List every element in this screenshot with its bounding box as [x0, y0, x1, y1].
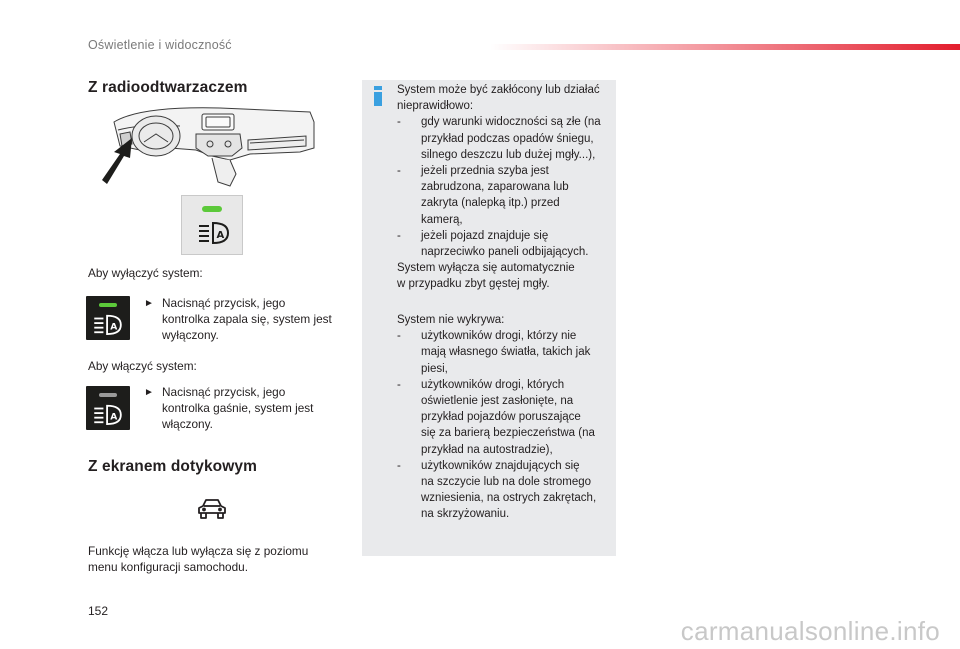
list-item: - gdy warunki widoczności są złe (na przykład podczas opadów śniegu, silnego deszczu lub dużej mgły...), — [397, 116, 601, 161]
heading-touchscreen: Z ekranem dotykowym — [88, 458, 258, 475]
auto-high-beam-icon — [93, 313, 123, 335]
button-icon-led-off — [86, 386, 130, 430]
list-item: - użytkowników drogi, których oświetlenie jest zasłonięte, na przykład pojazdów poruszające się za barierą bezpieczeństwa (na przykład na autostradzie), — [397, 378, 595, 456]
auto-high-beam-icon — [198, 220, 230, 244]
turn-off-step: ► Nacisnąć przycisk, jego kontrolka zapala się, system jest wyłączony. — [144, 296, 332, 342]
svg-text:A: A — [216, 230, 225, 241]
info-icon — [374, 86, 382, 106]
section-title: Oświetlenie i widoczność — [88, 38, 232, 52]
svg-text:A: A — [110, 411, 118, 423]
turn-on-step: ► Nacisnąć przycisk, jego kontrolka gaśnie, system jest włączony. — [144, 385, 314, 431]
svg-text:A: A — [110, 321, 118, 333]
led-off-icon — [99, 393, 117, 397]
led-indicator-icon — [202, 206, 222, 212]
car-menu-icon — [196, 497, 228, 521]
info-paragraph-2: System nie wykrywa: - użytkowników drogi, którzy nie mają własnego światła, takich jak piesi, - użytkowników drogi, których oświetlenie jest zasłonięte, na przykład pojazdów poruszające się za barierą bezpieczeństwa (na przykład na autostradzie), - użytkowników znajdujących się na szczycie lub na dole stromego wzniesienia, na ostrych zakrętach, na skrzyżowaniu. — [397, 312, 596, 523]
list-item: - jeżeli przednia szyba jest zabrudzona, zaparowana lub zakryta (nalepką itp.) przed kamerą, — [397, 165, 569, 226]
touchscreen-text: Funkcję włącza lub wyłącza się z poziomu menu konfiguracji samochodu. — [88, 544, 309, 574]
watermark: carmanualsonline.info — [680, 616, 940, 646]
auto-high-beam-icon — [93, 403, 123, 425]
arrow-bullet-icon: ► — [144, 387, 154, 398]
arrow-bullet-icon: ► — [144, 298, 154, 309]
turn-off-intro: Aby wyłączyć system: — [88, 266, 203, 280]
page-number: 152 — [88, 604, 109, 618]
list-item: - użytkowników znajdujących się na szczycie lub na dole stromego wzniesienia, na ostrych zakrętach, na skrzyżowaniu. — [397, 459, 597, 521]
heading-radio: Z radioodtwarzaczem — [88, 79, 248, 96]
header-accent-bar — [490, 44, 960, 50]
turn-on-intro: Aby włączyć system: — [88, 359, 197, 373]
list-item: - użytkowników drogi, którzy nie mają własnego światła, takich jak piesi, — [397, 330, 591, 375]
info-paragraph-1: System może być zakłócony lub działać nieprawidłowo: - gdy warunki widoczności są złe (na przykład podczas opadów śniegu, silnego deszczu lub dużej mgły...), - jeżeli przednia szyba jest zabrudzona, zaparowana lub zakryta (nalepką itp.) przed kamerą, - jeżeli pojazd znajduje się naprzeciwko paneli odbijających. System wyłącza się automatycznie w przypadku zbyt gęstej mgły. — [397, 84, 601, 291]
dashboard-illustration — [100, 100, 322, 188]
headlamp-button-illustration — [181, 195, 243, 255]
led-on-icon — [99, 303, 117, 307]
button-icon-led-on — [86, 296, 130, 340]
list-item: - jeżeli pojazd znajduje się naprzeciwko paneli odbijających. — [397, 229, 589, 259]
